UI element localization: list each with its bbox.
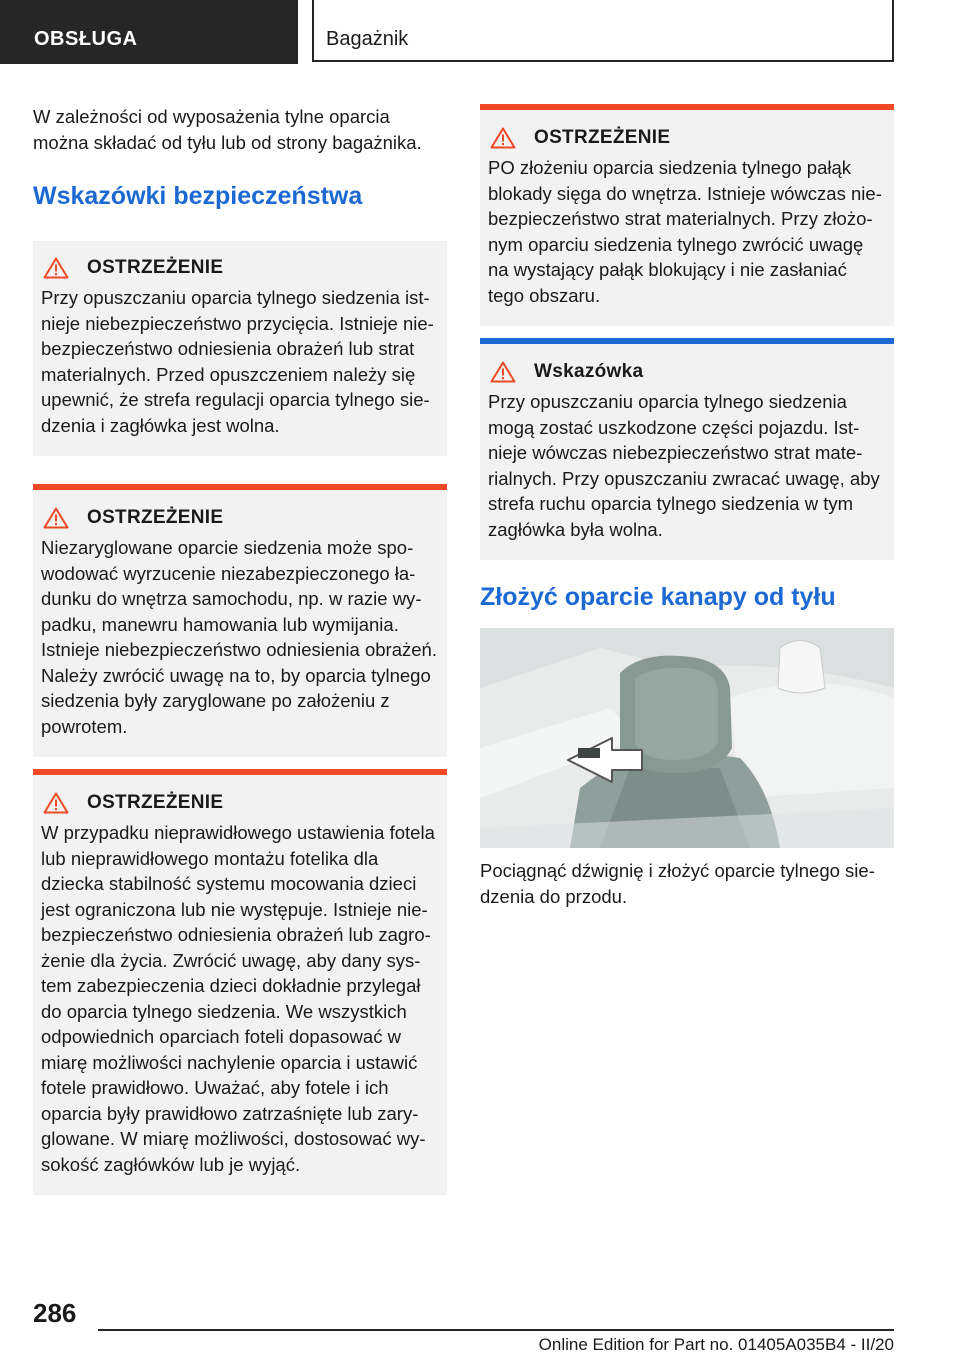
- rear-seat-image: [480, 628, 894, 848]
- header-section-label: OBSŁUGA: [34, 28, 138, 50]
- note-title: Wskazówka: [534, 361, 644, 382]
- footer-divider: [98, 1329, 894, 1331]
- warning-triangle-icon: [43, 507, 69, 529]
- seat-illustration: [480, 628, 894, 848]
- warning-text: PO złożeniu oparcia siedzenia tylnego pałąk blokady sięga do wnętrza. Istnieje wówczas niebezpieczeństwo strat materialnych. Przy złożonym oparciu siedzenia tylnego zwrócić uwagę na wystający pałąk blokujący i nie zasłaniać tego obszaru.: [488, 157, 882, 306]
- note-text: Przy opuszczaniu oparcia tylnego siedzenia mogą zostać uszkodzone części pojazdu. Istnieje wówczas niebezpieczeństwo strat materialnych. Przy opuszczaniu zwracać uwagę, aby strefa ruchu oparcia tylnego siedzenia w tym zagłówka była wolna.: [488, 391, 880, 540]
- warning-triangle-icon: [43, 257, 69, 279]
- warning-title: OSTRZEŻENIE: [87, 507, 224, 528]
- warning-box-3: [33, 769, 447, 1195]
- warning-title: OSTRZEŻENIE: [534, 127, 671, 148]
- header-chapter-label: Bagażnik: [326, 28, 409, 50]
- warning-text: Niezaryglowane oparcie siedzenia może spowodować wyrzucenie niezabezpieczonego ładunku do wnętrza samochodu, np. w razie wypadku, manewru hamowania lub wymijania. Istnieje niebezpieczeństwo odniesienia obrażeń. Należy zwrócić uwagę na to, by oparcia tylnego siedzenia były zaryglowane po założeniu z powrotem.: [41, 537, 437, 737]
- edition-text: Online Edition for Part no. 01405A035B4 - II/20: [538, 1335, 894, 1354]
- warning-title: OSTRZEŻENIE: [87, 257, 224, 278]
- safety-heading: Wskazówki bezpieczeństwa: [33, 182, 363, 210]
- page-number: 286: [33, 1298, 77, 1328]
- warning-box-4: [480, 104, 894, 326]
- warning-text: W przypadku nieprawidłowego ustawienia fotela lub nieprawidłowego montażu fotelika dla dziecka stabilność systemu mocowania dzieci jest ograniczona lub nie występuje. Istnieje niebezpieczeństwo odniesienia obrażeń lub zagrożenie dla życia. Zwrócić uwagę, aby dany system zabezpieczenia dzieci dokładnie przylegał do oparcia tylnego siedzenia. We wszystkich odpowiednich oparciach foteli dopasować w miarę możliwości nachylenie oparcia i ustawić fotele prawidłowo. Uważać, aby fotele i ich oparcia były prawidłowo zatrzaśnięte lub zaryglowane. W miarę możliwości, dostosować wysokość zagłówków lub je wyjąć.: [41, 822, 435, 1175]
- intro-paragraph: W zależności od wyposażenia tylne oparcia można składać od tyłu lub od strony bagażnika.: [33, 106, 422, 153]
- header-chapter-tab: [312, 0, 894, 62]
- right-column: [480, 104, 894, 909]
- warning-box-1: [33, 241, 447, 456]
- warning-triangle-icon: [490, 361, 516, 383]
- warning-title: OSTRZEŻENIE: [87, 792, 224, 813]
- header-section-tab: [0, 0, 298, 64]
- note-box: [480, 338, 894, 560]
- warning-triangle-icon: [490, 127, 516, 149]
- warning-text: Przy opuszczaniu oparcia tylnego siedzenia istnieje niebezpieczeństwo przycięcia. Istnieje niebezpieczeństwo odniesienia obrażeń lub strat materialnych. Przed opuszczeniem należy się upewnić, że strefa regulacji oparcia tylnego siedzenia i zagłówka jest wolna.: [41, 287, 434, 436]
- warning-triangle-icon: [43, 792, 69, 814]
- fold-backrest-heading: Złożyć oparcie kanapy od tyłu: [480, 583, 836, 611]
- warning-box-2: [33, 484, 447, 757]
- left-column: [33, 104, 447, 1195]
- figure-caption: Pociągnąć dźwignię i złożyć oparcie tylnego siedzenia do przodu.: [480, 860, 875, 907]
